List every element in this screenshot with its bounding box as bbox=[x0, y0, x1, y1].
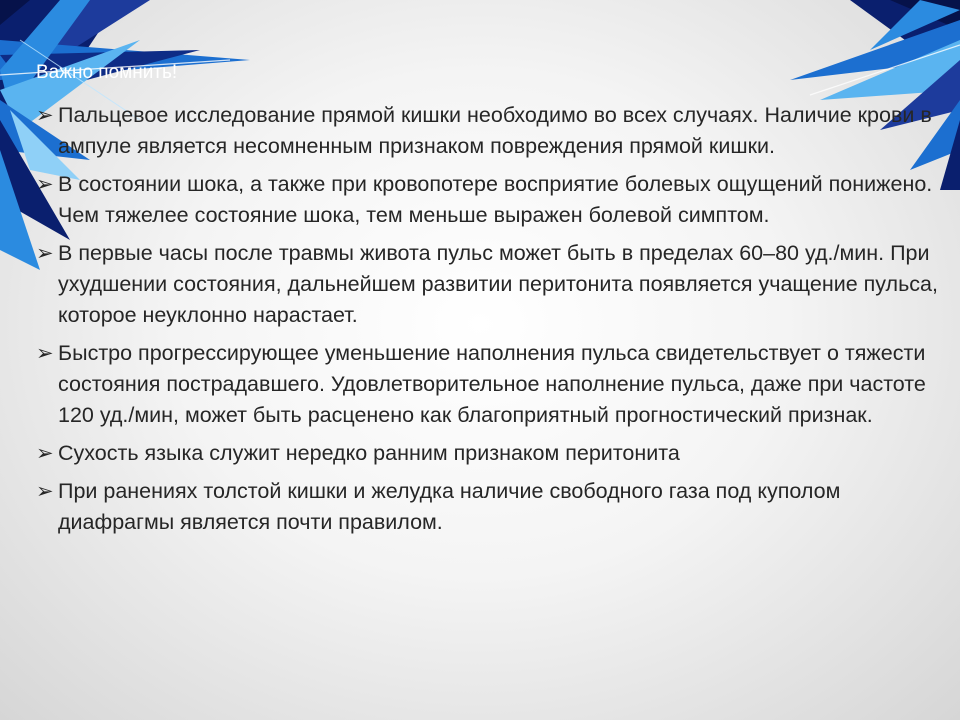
bullet-item bbox=[36, 438, 948, 469]
bullet-item bbox=[36, 100, 948, 162]
bullet-text: Быстро прогрессирующее уменьшение наполнения пульса свидетельствует о тяжести состояния пострадавшего. Удовлетворительное наполнение пульса, даже при частоте 120 уд./мин, может быть расценено как благоприятный прогностический признак. bbox=[58, 341, 926, 427]
bullet-text: Сухость языка служит нередко ранним признаком перитонита bbox=[58, 441, 680, 465]
arrow-bullet-icon: ➢ bbox=[36, 442, 54, 465]
bullet-list bbox=[36, 100, 948, 545]
bullet-item bbox=[36, 169, 948, 231]
bullet-item bbox=[36, 238, 948, 331]
bullet-text: В состоянии шока, а также при кровопотере восприятие болевых ощущений понижено. Чем тяжелее состояние шока, тем меньше выражен болевой симптом. bbox=[58, 172, 933, 227]
slide-title: Важно помнить! bbox=[36, 62, 178, 83]
bullet-item bbox=[36, 338, 948, 431]
arrow-bullet-icon: ➢ bbox=[36, 480, 54, 503]
arrow-bullet-icon: ➢ bbox=[36, 342, 54, 365]
bullet-text: При ранениях толстой кишки и желудка наличие свободного газа под куполом диафрагмы является почти правилом. bbox=[58, 479, 841, 534]
arrow-bullet-icon: ➢ bbox=[36, 242, 54, 265]
arrow-bullet-icon: ➢ bbox=[36, 173, 54, 196]
bullet-item bbox=[36, 476, 948, 538]
bullet-text: Пальцевое исследование прямой кишки необходимо во всех случаях. Наличие крови в ампуле является несомненным признаком повреждения прямой кишки. bbox=[58, 103, 932, 158]
arrow-bullet-icon: ➢ bbox=[36, 104, 54, 127]
bullet-text: В первые часы после травмы живота пульс может быть в пределах 60–80 уд./мин. При ухудшении состояния, дальнейшем развитии перитонита появляется учащение пульса, которое неуклонно нарастает. bbox=[58, 241, 938, 327]
